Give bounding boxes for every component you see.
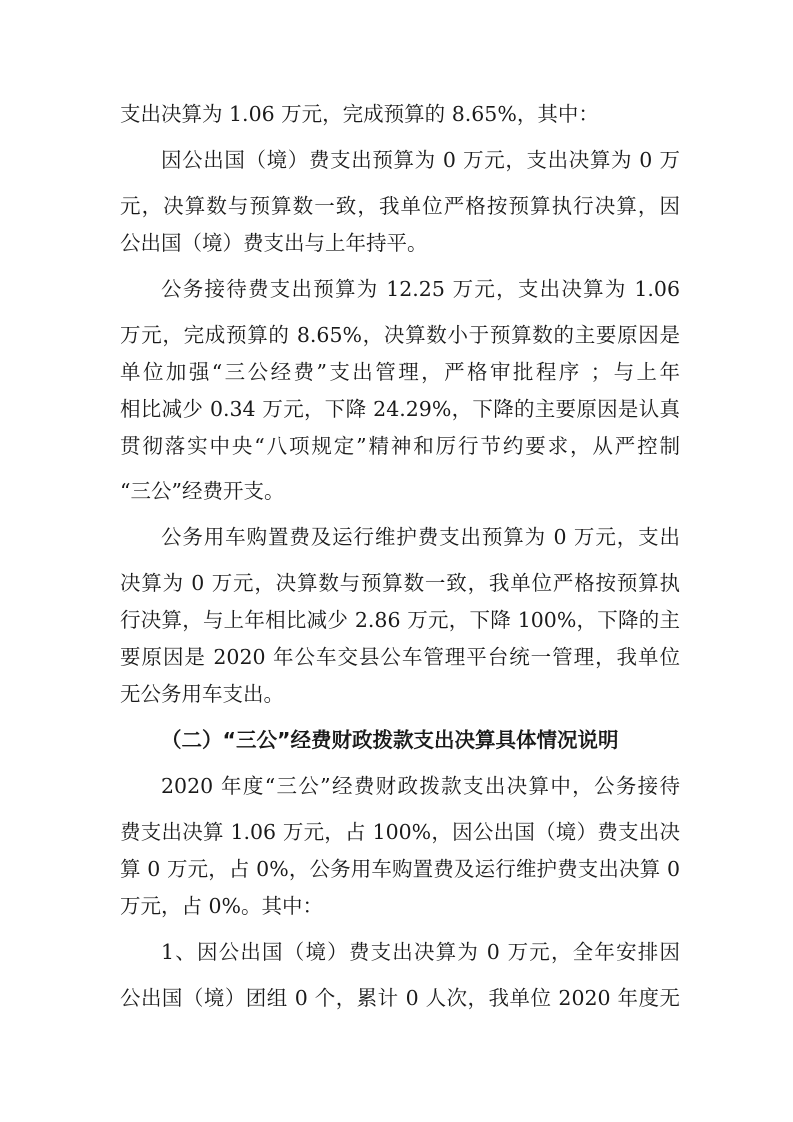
paragraph-line: 万元，占 0%。其中： [120, 894, 324, 918]
section-heading: （二）“三公”经费财政拨款支出决算具体情况说明 [161, 728, 619, 752]
paragraph-line: 因公出国（境）费支出预算为 0 万元，支出决算为 0 万 [161, 148, 680, 172]
paragraph-line: 单位加强“三公经费”支出管理，严格审批程序 ；与上年 [120, 360, 680, 384]
paragraph-line: 要原因是 2020 年公车交县公车管理平台统一管理，我单位 [120, 645, 680, 669]
paragraph-line: 万元，完成预算的 8.65%，决算数小于预算数的主要原因是 [120, 323, 680, 347]
paragraph-line: 元，决算数与预算数一致，我单位严格按预算执行决算，因 [120, 194, 680, 218]
paragraph-line: 行决算，与上年相比减少 2.86 万元，下降 100%，下降的主 [120, 608, 680, 632]
text-line: 支出决算为 1.06 万元，完成预算的 8.65%，其中： [120, 102, 599, 126]
paragraph-line: 2020 年度“三公”经费财政拨款支出决算中，公务接待 [161, 774, 680, 798]
paragraph-line: 1、因公出国（境）费支出决算为 0 万元，全年安排因 [161, 940, 680, 964]
paragraph-line: 相比减少 0.34 万元，下降 24.29%，下降的主要原因是认真 [120, 397, 680, 421]
paragraph-line: 费支出决算 1.06 万元，占 100%，因公出国（境）费支出决 [120, 820, 680, 844]
paragraph-line: 公务接待费支出预算为 12.25 万元，支出决算为 1.06 [161, 277, 680, 301]
paragraph-line: “三公”经费开支。 [120, 479, 285, 503]
paragraph-line: 无公务用车支出。 [120, 682, 284, 706]
paragraph-line: 决算为 0 万元，决算数与预算数一致，我单位严格按预算执 [120, 571, 680, 595]
paragraph-line: 贯彻落实中央“八项规定”精神和厉行节约要求，从严控制 [120, 434, 680, 458]
paragraph-line: 公务用车购置费及运行维护费支出预算为 0 万元，支出 [161, 525, 680, 549]
paragraph-line: 公出国（境）团组 0 个，累计 0 人次，我单位 2020 年度无 [120, 986, 680, 1010]
paragraph-line: 算 0 万元，占 0%，公务用车购置费及运行维护费支出决算 0 [120, 857, 680, 881]
paragraph-line: 公出国（境）费支出与上年持平。 [120, 231, 428, 255]
